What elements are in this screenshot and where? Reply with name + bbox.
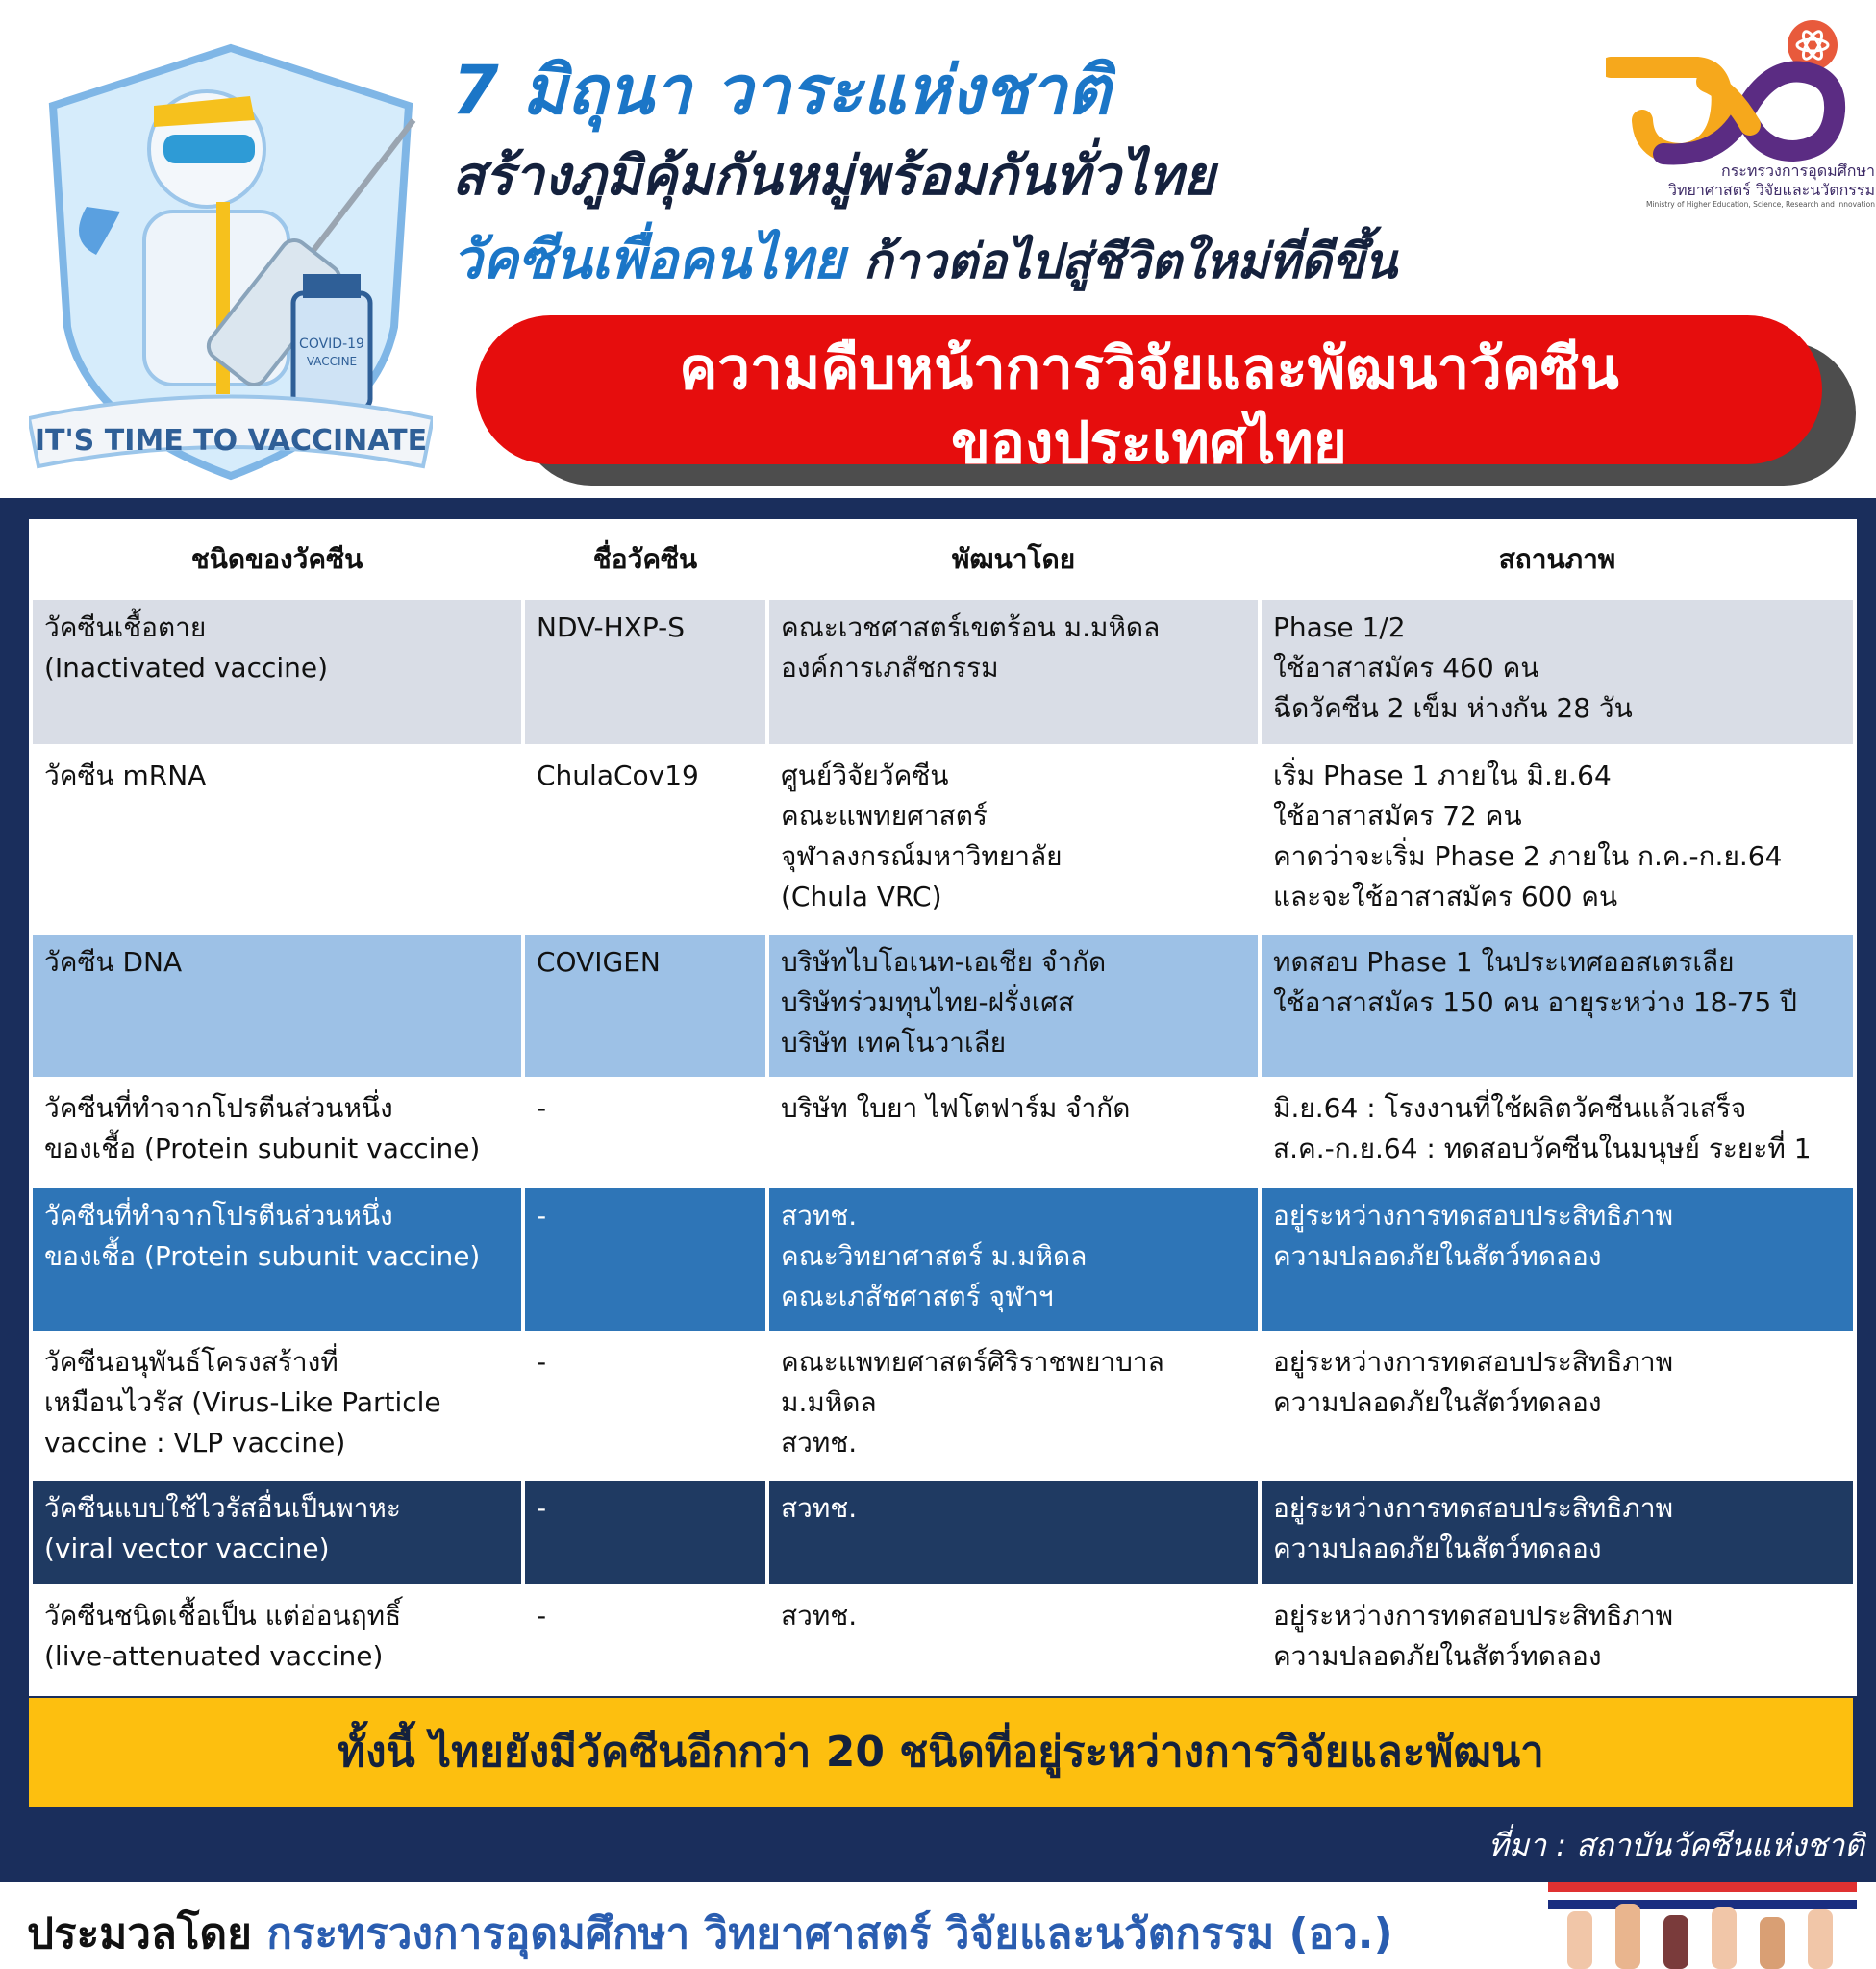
- cell-type: วัคซีน DNA: [31, 933, 523, 1079]
- footer-org: กระทรวงการอุดมศึกษา วิทยาศาสตร์ วิจัยและนวัตกรรม (อว.): [266, 1909, 1393, 1958]
- table-row: [31, 598, 1855, 746]
- cell-status: เริ่ม Phase 1 ภายใน มิ.ย.64 ใช้อาสาสมัคร 72 คน คาดว่าจะเริ่ม Phase 2 ภายใน ก.ค.-ก.ย.64 และจะใช้อาสาสมัคร 600 คน: [1260, 746, 1855, 933]
- cell-developer: บริษัท ใบยา ไฟโตฟาร์ม จำกัด: [767, 1079, 1260, 1186]
- cell-type: วัคซีนอนุพันธ์โครงสร้างที่ เหมือนไวรัส (Virus-Like Particle vaccine : VLP vaccine): [31, 1333, 523, 1479]
- cell-type: วัคซีนแบบใช้ไวรัสอื่นเป็นพาหะ (viral vector vaccine): [31, 1479, 523, 1586]
- cell-developer: คณะแพทยศาสตร์ศิริราชพยาบาล ม.มหิดล สวทช.: [767, 1333, 1260, 1479]
- cell-status: ทดสอบ Phase 1 ในประเทศออสเตรเลีย ใช้อาสาสมัคร 150 คน อายุระหว่าง 18-75 ปี: [1260, 933, 1855, 1079]
- cell-name: -: [523, 1186, 767, 1333]
- cell-type: วัคซีนที่ทำจากโปรตีนส่วนหนึ่ง ของเชื้อ (Protein subunit vaccine): [31, 1079, 523, 1186]
- cell-developer: สวทช.: [767, 1586, 1260, 1694]
- cell-type: วัคซีนชนิดเชื้อเป็น แต่อ่อนฤทธิ์ (live-attenuated vaccine): [31, 1586, 523, 1694]
- cell-status: มิ.ย.64 : โรงงานที่ใช้ผลิตวัคซีนแล้วเสร็จ ส.ค.-ก.ย.64 : ทดสอบวัคซีนในมนุษย์ ระยะที่ 1: [1260, 1079, 1855, 1186]
- cell-type: วัคซีน mRNA: [31, 746, 523, 933]
- ministry-name-th-1: กระทรวงการอุดมศึกษา: [1721, 162, 1875, 180]
- vial-label-covid: COVID-19: [299, 336, 364, 352]
- ministry-name: [1596, 162, 1875, 210]
- cell-status: อยู่ระหว่างการทดสอบประสิทธิภาพ ความปลอดภัยในสัตว์ทดลอง: [1260, 1333, 1855, 1479]
- cell-type: วัคซีนเชื้อตาย (Inactivated vaccine): [31, 598, 523, 746]
- source-credit: ที่มา : สถาบันวัคซีนแห่งชาติ: [1488, 1827, 1864, 1863]
- header-vaccine-name: ชื่อวัคซีน: [523, 521, 767, 598]
- cell-type: วัคซีนที่ทำจากโปรตีนส่วนหนึ่ง ของเชื้อ (Protein subunit vaccine): [31, 1186, 523, 1333]
- progress-banner: [476, 315, 1822, 477]
- cell-name: COVIGEN: [523, 933, 767, 1079]
- table-row: [31, 1186, 1855, 1333]
- headline-national-agenda: 7 มิถุนา วาระแห่งชาติ: [452, 51, 1111, 130]
- banner-line-1: ความคืบหน้าการวิจัยและพัฒนาวัคซีน: [679, 336, 1619, 403]
- table-row: [31, 1479, 1855, 1586]
- header-developer: พัฒนาโดย: [767, 521, 1260, 598]
- summary-banner: ทั้งนี้ ไทยยังมีวัคซีนอีกกว่า 20 ชนิดที่อยู่ระหว่างการวิจัยและพัฒนา: [29, 1698, 1853, 1807]
- header-vaccine-type: ชนิดของวัคซีน: [31, 521, 523, 598]
- headline-vaccine-blue: วัคซีนเพื่อคนไทย: [452, 229, 845, 291]
- vaccine-progress-table: [29, 519, 1857, 1696]
- table-row: [31, 1079, 1855, 1186]
- table-header-row: [31, 521, 1855, 598]
- headline-vaccine-for-thais: [452, 216, 1397, 302]
- cell-status: อยู่ระหว่างการทดสอบประสิทธิภาพ ความปลอดภัยในสัตว์ทดลอง: [1260, 1479, 1855, 1586]
- cell-name: -: [523, 1333, 767, 1479]
- ministry-name-th-2: วิทยาศาสตร์ วิจัยและนวัตกรรม: [1667, 181, 1875, 199]
- vial-label-vaccine: VACCINE: [306, 355, 358, 368]
- cell-status: อยู่ระหว่างการทดสอบประสิทธิภาพ ความปลอดภัยในสัตว์ทดลอง: [1260, 1186, 1855, 1333]
- cell-developer: ศูนย์วิจัยวัคซีน คณะแพทยศาสตร์ จุฬาลงกรณ์มหาวิทยาลัย (Chula VRC): [767, 746, 1260, 933]
- cell-developer: สวทช. คณะวิทยาศาสตร์ ม.มหิดล คณะเภสัชศาสตร์ จุฬาฯ: [767, 1186, 1260, 1333]
- footer-label: ประมวลโดย: [27, 1909, 252, 1958]
- table-row: [31, 1333, 1855, 1479]
- header: [0, 0, 1876, 500]
- table-row: [31, 1586, 1855, 1694]
- cell-name: ChulaCov19: [523, 746, 767, 933]
- cell-status: Phase 1/2 ใช้อาสาสมัคร 460 คน ฉีดวัคซีน 2 เข็ม ห่างกัน 28 วัน: [1260, 598, 1855, 746]
- vaccinate-ribbon-text: IT'S TIME TO VACCINATE: [34, 424, 428, 458]
- cell-developer: คณะเวชศาสตร์เขตร้อน ม.มหิดล องค์การเภสัชกรรม: [767, 598, 1260, 746]
- cell-name: -: [523, 1479, 767, 1586]
- cell-name: -: [523, 1079, 767, 1186]
- headline-vaccine-dark: ก้าวต่อไปสู่ชีวิตใหม่ที่ดีขึ้น: [863, 234, 1397, 289]
- cell-developer: บริษัทไบโอเนท-เอเชีย จำกัด บริษัทร่วมทุนไทย-ฝรั่งเศส บริษัท เทคโนวาเลีย: [767, 933, 1260, 1079]
- raised-hands-illustration: [1529, 1882, 1876, 1969]
- cell-status: อยู่ระหว่างการทดสอบประสิทธิภาพ ความปลอดภัยในสัตว์ทดลอง: [1260, 1586, 1855, 1694]
- cell-developer: สวทช.: [767, 1479, 1260, 1586]
- header-status: สถานภาพ: [1260, 521, 1855, 598]
- footer-credit: [27, 1900, 1393, 1967]
- cell-name: -: [523, 1586, 767, 1694]
- banner-line-2: ของประเทศไทย: [951, 410, 1347, 477]
- table-row: [31, 746, 1855, 933]
- table-row: [31, 933, 1855, 1079]
- cell-name: NDV-HXP-S: [523, 598, 767, 746]
- vaccinate-shield-illustration: [29, 38, 433, 490]
- ministry-name-en: Ministry of Higher Education, Science, Research and Innovation: [1645, 200, 1875, 209]
- headline-herd-immunity: สร้างภูมิคุ้มกันหมู่พร้อมกันทั่วไทย: [452, 145, 1215, 208]
